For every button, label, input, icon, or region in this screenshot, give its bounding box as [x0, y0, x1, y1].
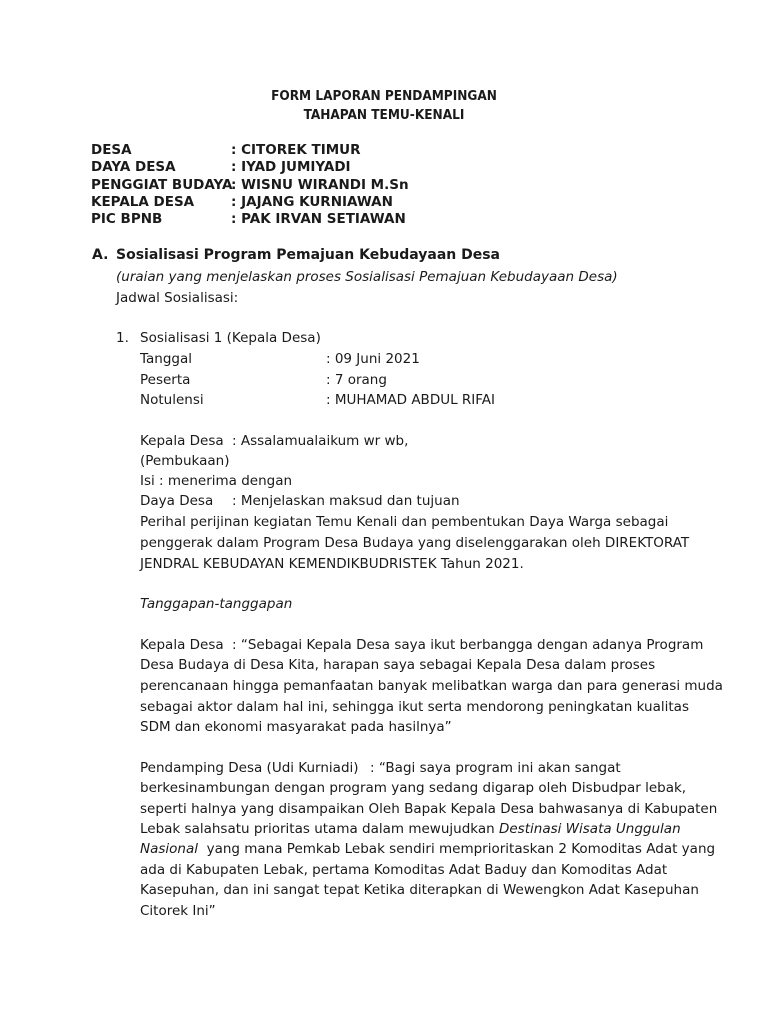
row-value: : MUHAMAD ABDUL RIFAI	[326, 392, 496, 408]
item-title: Sosialisasi 1 (Kepala Desa)	[140, 330, 321, 346]
schedule-label: Jadwal Sosialisasi:	[116, 290, 239, 306]
info-label: DESA	[91, 142, 132, 158]
info-value: : JAJANG KURNIAWAN	[231, 194, 393, 210]
tanggapan-heading: Tanggapan-tanggapan	[140, 596, 293, 612]
pembukaan-text: (Pembukaan)	[140, 453, 230, 469]
row-value: : 7 orang	[326, 372, 387, 388]
info-value: : PAK IRVAN SETIAWAN	[231, 211, 406, 227]
pendamping-line: berkesinambungan dengan program yang sedang digarap oleh Disbudpar lebak,	[140, 780, 687, 796]
pendamping-line: Kasepuhan, dan ini sangat tepat Ketika diterapkan di Wewengkon Adat Kasepuhan	[140, 882, 699, 898]
row-label: Tanggal	[140, 351, 193, 367]
info-label: PENGGIAT BUDAYA	[91, 177, 233, 193]
pendamping-line: Citorek Ini”	[140, 903, 216, 919]
item-number: 1.	[116, 330, 129, 346]
daya-desa-label: Daya Desa	[140, 493, 214, 509]
section-title: Sosialisasi Program Pemajuan Kebudayaan Desa	[116, 247, 501, 263]
perihal-line: penggerak dalam Program Desa Budaya yang diselenggarakan oleh DIREKTORAT	[140, 535, 690, 551]
isi-text: Isi : menerima dengan	[140, 473, 293, 489]
pendamping-label: Pendamping Desa (Udi Kurniadi)	[140, 760, 359, 776]
section-letter: A.	[92, 247, 109, 263]
daya-desa-text: : Menjelaskan maksud dan tujuan	[232, 493, 460, 509]
perihal-line: Perihal perijinan kegiatan Temu Kenali dan pembentukan Daya Warga sebagai	[140, 514, 669, 530]
kepala-desa-2-line: Desa Budaya di Desa Kita, harapan saya sebagai Kepala Desa dalam proses	[140, 657, 656, 673]
info-label: PIC BPNB	[91, 211, 163, 227]
row-label: Peserta	[140, 372, 191, 388]
kepala-desa-2-line: sebagai aktor dalam hal ini, sehingga ikut serta mendorong peningkatan kualitas	[140, 699, 689, 715]
pendamping-text: yang mana Pemkab Lebak sendiri memprioritaskan 2 Komoditas Adat yang	[198, 841, 716, 857]
kepala-desa-label: Kepala Desa	[140, 433, 224, 449]
info-value: : IYAD JUMIYADI	[231, 159, 351, 175]
pendamping-line	[140, 841, 715, 857]
info-value: : CITOREK TIMUR	[231, 142, 361, 158]
kepala-desa-2-line: perencanaan hingga pemanfaatan banyak melibatkan warga dan para generasi muda	[140, 678, 723, 694]
pendamping-line: seperti halnya yang disampaikan Oleh Bapak Kepala Desa bahwasanya di Kabupaten	[140, 801, 718, 817]
section-a-subtitle: (uraian yang menjelaskan proses Sosialisasi Pemajuan Kebudayaan Desa)	[116, 269, 618, 285]
form-title-line2: TAHAPAN TEMU-KENALI	[303, 107, 465, 123]
pendamping-line: : “Bagi saya program ini akan sangat	[370, 760, 621, 776]
perihal-line: JENDRAL KEBUDAYAN KEMENDIKBUDRISTEK Tahun 2021.	[140, 556, 524, 572]
row-value: : 09 Juni 2021	[326, 351, 420, 367]
kepala-desa-2-line: : “Sebagai Kepala Desa saya ikut berbangga dengan adanya Program	[232, 637, 704, 653]
kepala-desa-2-line: SDM dan ekonomi masyarakat pada hasilnya”	[140, 719, 452, 735]
form-title-line1: FORM LAPORAN PENDAMPINGAN	[271, 88, 497, 104]
pendamping-italic-text: Destinasi Wisata Unggulan	[498, 821, 681, 837]
info-label: DAYA DESA	[91, 159, 176, 175]
pendamping-italic-text: Nasional	[140, 841, 198, 857]
row-label: Notulensi	[140, 392, 204, 408]
kepala-desa-text: : Assalamualaikum wr wb,	[232, 433, 409, 449]
kepala-desa-2-label: Kepala Desa	[140, 637, 224, 653]
info-value: : WISNU WIRANDI M.Sn	[231, 177, 409, 193]
pendamping-line: ada di Kabupaten Lebak, pertama Komoditas Adat Baduy dan Komoditas Adat	[140, 862, 668, 878]
pendamping-text: Lebak salahsatu prioritas utama dalam mewujudkan	[140, 821, 499, 837]
info-label: KEPALA DESA	[91, 194, 195, 210]
pendamping-line	[140, 821, 681, 837]
